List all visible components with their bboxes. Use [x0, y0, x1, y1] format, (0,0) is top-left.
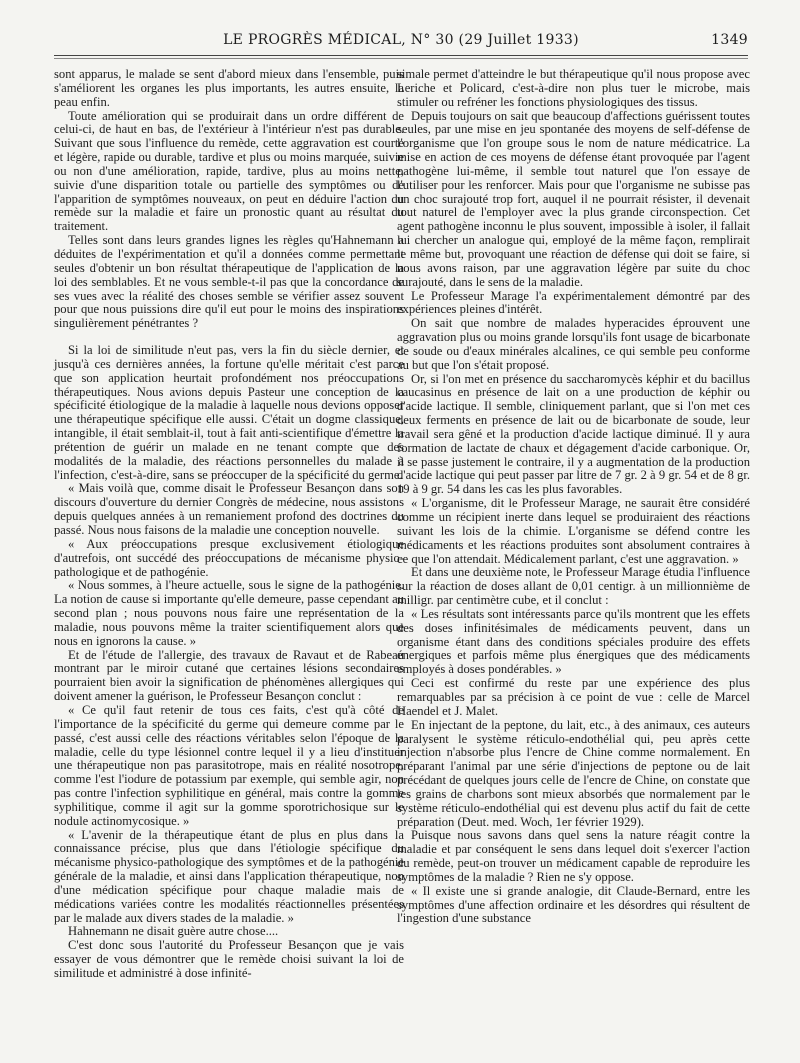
paragraph: « L'organisme, dit le Professeur Marage, ne saurait être considéré comme un récipient inerte dans lequel se produiraient des réactions suivant les lois de la chimie. L'organisme se défend contre les médicaments et les réactions produites sont absolument contraires à ce que l'on attendait. Médicalement parlant, c'est une aggravation. »: [397, 496, 750, 566]
header-rule: [54, 55, 748, 56]
paragraph: C'est donc sous l'autorité du Professeur Besançon que je vais essayer de vous démontrer que le remède choisi suivant la loi de similitude et administré à dose infinité-: [54, 938, 404, 980]
paragraph: Depuis toujours on sait que beaucoup d'affections guérissent toutes seules, par une mise en jeu spontanée des moyens de self-défense de l'organisme que l'on groupe sous le nom de nature médicatrice. La mise en action de ces moyens de défense étant provoquée par l'agent pathogène lui-même, il semble tout naturel que l'on essaye de l'utiliser pour les renforcer. Mais pour que l'organisme ne subisse pas un choc surajouté trop fort, auquel il ne pourrait résister, il devenait tout naturel de l'employer avec la plus grande circonspection. Cet agent pathogène inconnu le plus souvent, impossible à isoler, il fallait lui chercher un analogue qui, employé de la même façon, remplirait le même but, provoquant une réaction de défense qui doit se faire, si nous avons raison, par une aggravation légère par suite du choc surajouté, dans le sens de la maladie.: [397, 108, 750, 289]
paragraph: Toute amélioration qui se produirait dans un ordre différent de celui-ci, de haut en bas, de l'extérieur à l'intérieur n'est pas durable. Suivant que sous l'influence du remède, cette aggravation est courte et légère, rapide ou durable, tardive et plus ou moins marquée, suivie ou non d'une amélioration, rapide, tardive, plus au moins nette, suivie d'une disparition totale ou partielle des symptômes ou de l'apparition de symptômes nouveaux, on peut en déduire l'action du remède sur la maladie et faire un pronostic quant au résultat du traitement.: [54, 108, 404, 234]
header-rule-thin: [54, 58, 748, 59]
paragraph: sont apparus, le malade se sent d'abord mieux dans l'ensemble, puis s'améliorent les organes les plus importants, les autres ensuite, la peau enfin.: [54, 67, 404, 109]
paragraph: « L'avenir de la thérapeutique étant de plus en plus dans la connaissance précise, plus que dans l'étiologie spécifique du mécanisme physico-pathologique des symptômes et de la pathogénie générale de la maladie, et ainsi dans l'application thérapeutique, non d'une médication spécifique pour chaque maladie mais de médications variées contre les modalités réactionnelles présentées par le malade aux divers stades de la maladie. »: [54, 827, 404, 925]
paragraph: Telles sont dans leurs grandes lignes les règles qu'Hahnemann a déduites de l'expérimentation et qu'il a données comme permettant seules d'obtenir un bon résultat thérapeutique de l'application de la loi des semblables. Et ne vous semble-t-il pas que la concordance de ses vues avec la réalité des choses semble se vérifier assez souvent pour que nous puissions dire qu'il eut pour le moins des inspirations singulièrement pénétrantes ?: [54, 233, 404, 331]
paragraph: Hahnemann ne disait guère autre chose....: [68, 924, 279, 939]
paragraph: Or, si l'on met en présence du saccharomycès képhir et du bacillus caucasinus en présence de lait on a une production de képhir ou d'acide lactique. Il semble, cliniquement parlant, que si l'on met ces deux ferments en présence de lait ou de bicarbonate de soude, leur travail sera gêné et la production d'acide lactique diminué. Il y aura formation de lactate de chaux et dégagement d'acide carbonique. Or, il se passe justement le contraire, il y a augmentation de la production d'acide lactique qui peut passer par litre de 7 gr. 2 à 9 gr. 54 et de 8 gr. 19 à 9 gr. 54 dans les cas les plus favorables.: [397, 371, 750, 497]
paragraph: Ceci est confirmé du reste par une expérience des plus remarquables par sa précision à ce point de vue : celle de Marcel Haendel et J. Malet.: [397, 676, 750, 718]
paragraph: « Il existe une si grande analogie, dit Claude-Bernard, entre les symptômes d'une affection ordinaire et les désordres qui résultent de l'ingestion d'une substance: [397, 883, 750, 926]
paragraph: « Nous sommes, à l'heure actuelle, sous le signe de la pathogénie. La notion de cause si importante qu'elle demeure, passe cependant au second plan ; nous pouvons nous faire une représentation de la maladie, nous pouvons même la traiter scientifiquement alors que nous en ignorons la cause. »: [54, 578, 404, 648]
paragraph: « Mais voilà que, comme disait le Professeur Besançon dans son discours d'ouverture du dernier Congrès de médecine, nous assistons depuis quelques années à un remaniement profond des doctrines du passé. Nous nous faisons de la maladie une conception nouvelle.: [54, 481, 404, 537]
paragraph: « Les résultats sont intéressants parce qu'ils montrent que les effets des doses infinitésimales de médicaments peuvent, dans un organisme étant dans des conditions spéciales produire des effets énergiques et parfois même plus énergiques que des médicaments employés à doses pondérables. »: [397, 606, 750, 677]
paragraph: « Ce qu'il faut retenir de tous ces faits, c'est qu'à côté de l'importance de la spécificité du germe qui demeure comme par le passé, c'est aussi celle des réactions véritables selon l'époque de la maladie, celle du type lésionnel contre lequel il y a lieu d'instituer une thérapeutique non pas parasitotrope, mais en réalité nosotrope, comme l'est l'iodure de potassium par exemple, qui semble agir, non pas contre l'infection syphilitique en général, mais contre la gomme syphilitique, comme il agit sur la gomme sporotrichosique sur le nodule actinomycosique. »: [54, 702, 404, 828]
paragraph: simale permet d'atteindre le but thérapeutique qu'il nous propose avec Leriche et Policard, c'est-à-dire non plus tuer le microbe, mais stimuler ou refréner les fonctions physiologiques des tissus.: [397, 67, 750, 109]
page-number: 1349: [711, 32, 748, 48]
journal-title: LE PROGRÈS MÉDICAL, N° 30 (29 Juillet 1933): [223, 32, 579, 48]
paragraph: « Aux préoccupations presque exclusivement étiologique d'autrefois, ont succédé des préoccupations de mécanisme physio-pathologique et de pathogénie.: [54, 536, 404, 579]
paragraph: Si la loi de similitude n'eut pas, vers la fin du siècle dernier, et jusqu'à ces dernières années, la fortune qu'elle méritait c'est parce que son application heurtait profondément nos préoccupations thérapeutiques. Nous avions depuis Pasteur une conception de la spécificité étiologique de la maladie à laquelle nous devions opposer une thérapeutique spécifique elle aussi. C'était un dogme classique, intangible, il était semblait-il, tout à fait anti-scientifique d'émettre la prétention de guérir un malade en ne tenant compte que des modalités de la maladie, des réactions personnelles du malade à l'infection, c'est-à-dire, sans se préoccuper de la spécificité du germe.: [54, 343, 404, 482]
paragraph: Le Professeur Marage l'a expérimentalement démontré par des expériences pleines d'intérêt.: [397, 288, 750, 317]
paragraph: En injectant de la peptone, du lait, etc., à des animaux, ces auteurs paralysent le système réticulo-endothélial qui, peu après cette injection n'absorbe plus l'encre de Chine comme normalement. En préparant l'animal par une série d'injections de peptone ou de lait précédant de quelques jours celle de l'encre de Chine, on constate que les grains de charbons sont mieux absorbés que normalement par le système réticulo-endothélial qui est devenu plus actif du fait de cette préparation (Deut. med. Woch, 1er février 1929).: [397, 717, 750, 829]
paragraph: Et dans une deuxième note, le Professeur Marage étudia l'influence sur la réaction de doses allant de 0,01 centigr. à un millionnième de milligr. par centimètre cube, et il conclut :: [397, 565, 750, 608]
left-column: [54, 68, 404, 981]
right-column: [397, 68, 750, 926]
running-header: [54, 30, 748, 52]
paragraph: Et de l'étude de l'allergie, des travaux de Ravaut et de Rabeau montrant par le miroir cutané que certaines lésions secondaires pourraient bien avoir la signification de phénomènes allergiques qui doivent amener la guérison, le Professeur Besançon conclut :: [54, 647, 404, 704]
paragraph: Puisque nous savons dans quel sens la nature réagit contre la maladie et par conséquent le sens dans lequel doit s'exercer l'action du remède, peut-on trouver un médicament capable de reproduire les symptômes de la maladie ? Rien ne s'y oppose.: [397, 828, 750, 884]
paragraph: On sait que nombre de malades hyperacides éprouvent une aggravation plus ou moins grande lorsqu'ils font usage de bicarbonate de soude ou d'eaux minérales alcalines, ce qui semble peu conforme au but que l'on s'était proposé.: [397, 316, 750, 372]
